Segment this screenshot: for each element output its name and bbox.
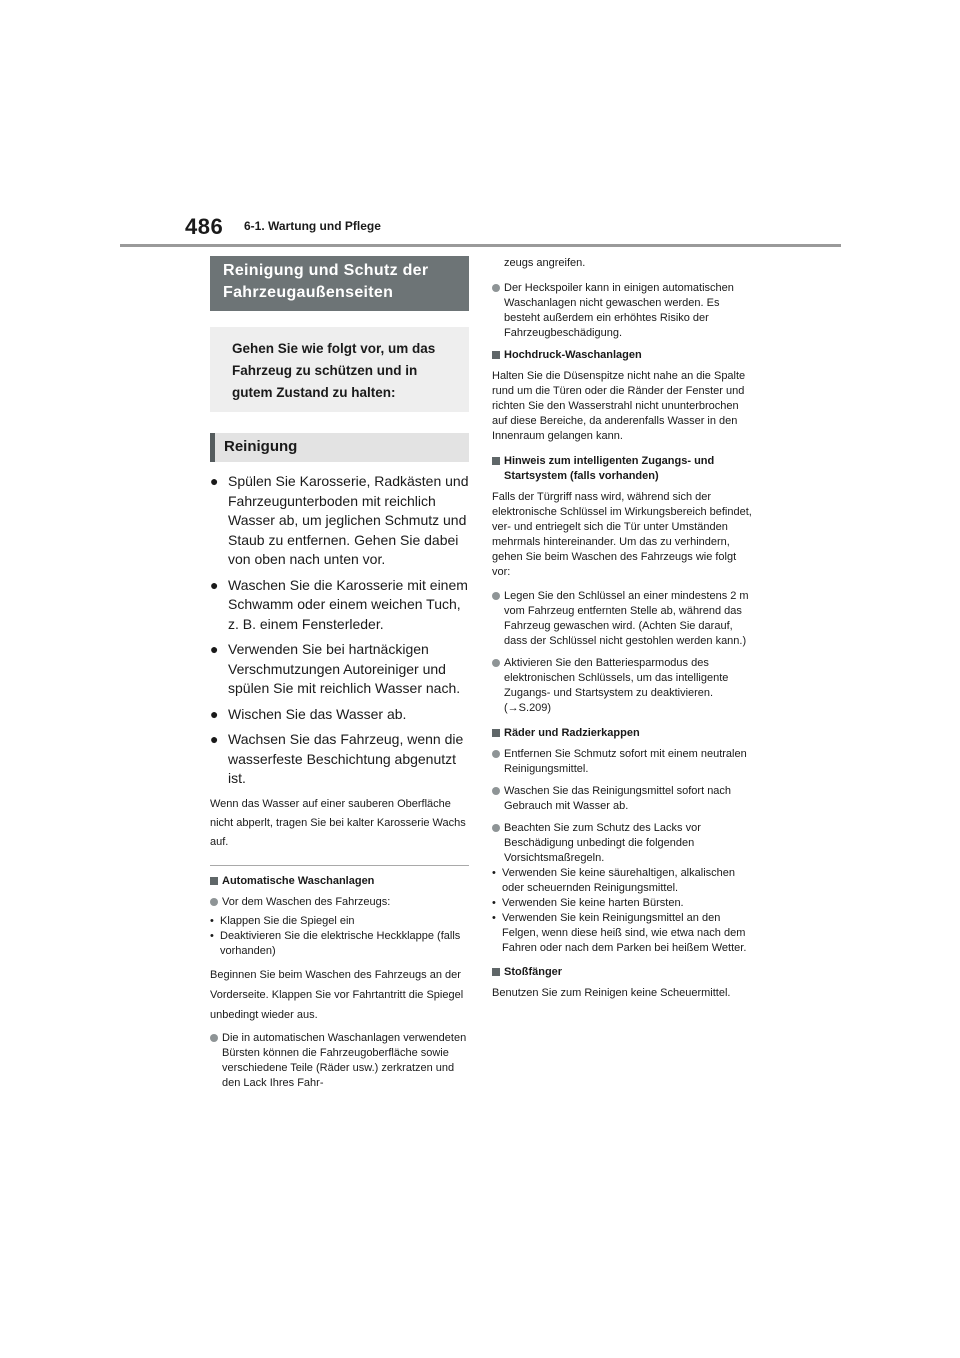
heading-bumper: Stoßfänger [492, 965, 754, 980]
circle-bullet-icon [492, 824, 500, 832]
list-item: • Verwenden Sie kein Reinigungsmittel an den Felgen, wenn diese heiß sind, wie etwa nach dem Fahren oder nach dem Parken bei heißem Wetter. [492, 912, 747, 954]
list-item: ● Wachsen Sie das Fahrzeug, wenn die wasserfeste Beschichtung abgenutzt ist. [210, 731, 464, 786]
list-item: Die in automatischen Waschanlagen verwendeten Bürsten können die Fahrzeugoberfläche sowie verschiedene Teile (Räder usw.) zerkratzen und den Lack Ihres Fahr- [210, 1031, 469, 1091]
square-bullet-icon [492, 968, 500, 976]
circle-bullet-icon [210, 1034, 218, 1042]
square-bullet-icon [492, 457, 500, 465]
dot-bullet-icon: • [492, 867, 496, 879]
dot-bullet-icon: • [210, 929, 214, 942]
dot-bullet-icon: • [492, 912, 496, 924]
arrow-right-icon: → [507, 702, 519, 714]
bullet-icon: ● [210, 576, 219, 593]
continued-text: zeugs angreifen. [504, 257, 586, 269]
heading-automatic-wash: Automatische Waschanlagen [210, 874, 469, 889]
list-item: Der Heckspoiler kann in einigen automatischen Waschanlagen nicht gewaschen werden. Es besteht außerdem ein erhöhtes Risiko der Fahrzeugbeschädigung. [492, 281, 754, 341]
list-item: ● Spülen Sie Karosserie, Radkästen und Fahrzeugunterboden mit reichlich Wasser ab, um jeglichen Schmutz und Staub zu entfernen. Gehen Sie dabei von oben nach unten vor. [210, 473, 469, 567]
list-item: Entfernen Sie Schmutz sofort mit einem neutralen Reinigungsmittel. [492, 747, 754, 777]
list-item: ● Wischen Sie das Wasser ab. [210, 705, 469, 725]
bullet-icon: ● [210, 641, 219, 657]
list-item: Aktivieren Sie den Batteriesparmodus des elektronischen Schlüssels, um das intelligente Zugangs- und Startsystem zu deaktivieren. (→S.209) [492, 656, 754, 716]
list-item: ● Verwenden Sie bei hartnäckigen Verschmutzungen Autoreiniger und spülen Sie mit reichlich Wasser nach. [210, 641, 461, 696]
intro-text: Gehen Sie wie folgt vor, um das Fahrzeug zu schützen und in gutem Zustand zu halten: [210, 327, 469, 412]
heading-high-pressure-wash: Hochdruck-Waschanlagen [492, 348, 754, 363]
circle-bullet-icon [492, 750, 500, 758]
divider [210, 865, 469, 866]
smart-key-text: Falls der Türgriff nass wird, während sich der elektronische Schlüssel im Wirkungsbereich befindet, ver- und entriegelt sich die Tür unter Umständen mehrmals hintereinander. Um das zu verhindern, gehen Sie beim Waschen des Fahrzeugs wie folgt vor: [492, 491, 752, 578]
circle-bullet-icon [492, 284, 500, 292]
list-item: • Klappen Sie die Spiegel ein [210, 914, 355, 927]
dot-bullet-icon: • [492, 897, 496, 909]
list-item: Beachten Sie zum Schutz des Lacks vor Beschädigung unbedingt die folgenden Vorsichtsmaßregeln. [492, 821, 754, 866]
section-title: Reinigung und Schutz der Fahrzeugaußenseiten [210, 256, 469, 311]
list-item: • Deaktivieren Sie die elektrische Heckklappe (falls vorhanden) [210, 929, 461, 957]
heading-smart-key: Hinweis zum intelligenten Zugangs- und Startsystem (falls vorhanden) [492, 454, 754, 484]
wash-start-text: Beginnen Sie beim Waschen des Fahrzeugs an der Vorderseite. Klappen Sie vor Fahrtantritt die Spiegel unbedingt wieder aus. [210, 968, 464, 1021]
list-item: • Verwenden Sie keine säurehaltigen, alkalischen oder scheuernden Reinigungsmittel. [492, 867, 735, 894]
page-reference-link[interactable]: S.209) [518, 702, 552, 714]
right-column [492, 256, 754, 1007]
bumper-text: Benutzen Sie zum Reinigen keine Scheuermittel. [492, 987, 731, 999]
page-number: 486 [185, 214, 224, 239]
bullet-icon: ● [210, 731, 219, 747]
list-item: Legen Sie den Schlüssel an einer mindestens 2 m vom Fahrzeug entfernten Stelle ab, während das Fahrzeug gewaschen wird. (Achten Sie darauf, dass der Schlüssel nicht gestohlen werden kann.) [492, 589, 754, 649]
heading-wheels: Räder und Radzierkappen [492, 726, 754, 741]
dot-bullet-icon: • [210, 914, 214, 927]
square-bullet-icon [492, 729, 500, 737]
circle-bullet-icon [492, 787, 500, 795]
bullet-icon: ● [210, 473, 219, 489]
list-item: • Verwenden Sie keine harten Bürsten. [492, 897, 684, 909]
list-item: ● Waschen Sie die Karosserie mit einem Schwamm oder einem weichen Tuch, z. B. einem Fensterleder. [210, 576, 468, 632]
left-column [210, 256, 469, 1098]
list-item: Waschen Sie das Reinigungsmittel sofort nach Gebrauch mit Wasser ab. [492, 784, 754, 814]
bullet-icon: ● [210, 705, 219, 722]
section-breadcrumb: 6-1. Wartung und Pflege [244, 219, 381, 233]
high-pressure-text: Halten Sie die Düsenspitze nicht nahe an die Spalte rund um die Türen oder die Ränder der Fenster und richten Sie den Wasserstrahl nicht ununterbrochen auf diese Bereiche, da anderenfalls Wasser in den Innenraum gelangen kann. [492, 370, 746, 442]
wax-note: Wenn das Wasser auf einer sauberen Oberfläche nicht abperlt, tragen Sie bei kalter Karosserie Wachs auf. [210, 797, 466, 848]
cleaning-steps [210, 472, 469, 789]
circle-bullet-icon [492, 592, 500, 600]
list-item: Vor dem Waschen des Fahrzeugs: [210, 895, 469, 910]
square-bullet-icon [210, 877, 218, 885]
header-rule [120, 244, 841, 247]
subheading-cleaning: Reinigung [210, 433, 469, 462]
circle-bullet-icon [492, 659, 500, 667]
square-bullet-icon [492, 351, 500, 359]
circle-bullet-icon [210, 898, 218, 906]
